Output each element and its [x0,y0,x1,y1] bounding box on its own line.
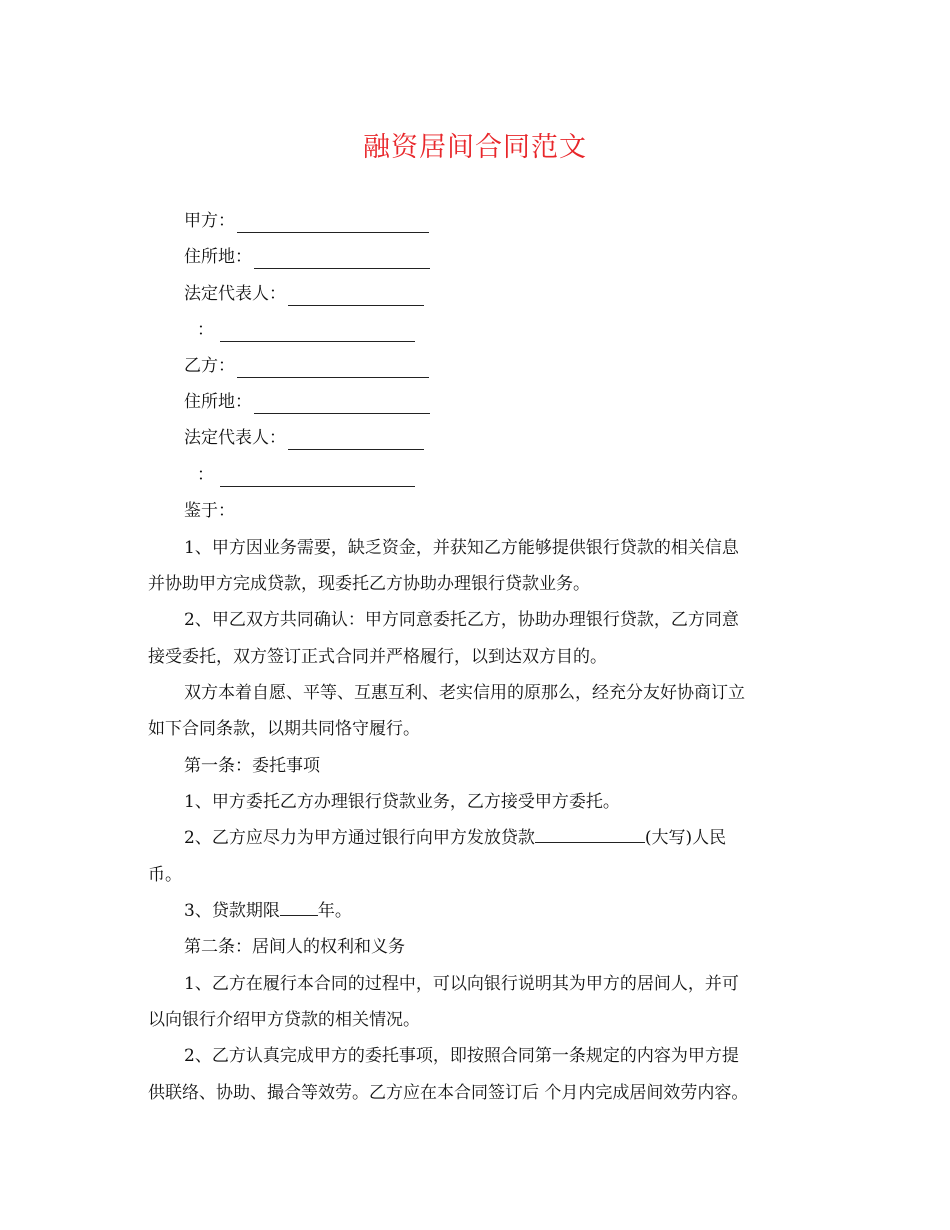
article2-item2-line1: 2、乙方认真完成甲方的委托事项，即按照合同第一条规定的内容为甲方提 [184,1046,739,1066]
principle-line1: 双方本着自愿、平等、互惠互利、老实信用的原那么，经充分友好协商订立 [184,683,745,703]
party-a-rep-blank [288,287,424,306]
article2-item2-line2: 供联络、协助、撮合等效劳。乙方应在本合同签订后 个月内完成居间效劳内容。 [148,1083,749,1103]
article1-item2-line1 [148,826,844,850]
article1-item3-prefix: 3、贷款期限 [184,901,280,921]
article1-item2-line2: 币。 [148,865,182,885]
article2-item1-line2: 以向银行介绍甲方贷款的相关情况。 [148,1010,420,1030]
party-a-extra-label: ： [197,320,214,340]
loan-amount-blank [535,826,645,843]
loan-term-blank [280,899,318,916]
party-b-address-label: 住所地： [184,392,252,412]
party-b-rep-field [184,426,424,450]
party-b-name-label: 乙方： [184,356,235,376]
principle-line2: 如下合同条款，以期共同恪守履行。 [148,719,420,739]
clause1-line1: 1、甲方因业务需要，缺乏资金，并获知乙方能够提供银行贷款的相关信息 [184,538,739,558]
party-a-name-blank [237,214,429,233]
party-a-name-label: 甲方： [184,211,235,231]
party-a-name-field [184,209,429,233]
clause2-line2: 接受委托，双方签订正式合同并严格履行，以到达双方目的。 [148,647,607,667]
party-b-address-field [184,390,430,414]
party-b-extra-blank [220,468,415,487]
party-b-extra-label: ： [197,465,214,485]
clause1-line2: 并协助甲方完成贷款，现委托乙方协助办理银行贷款业务。 [148,574,590,594]
article1-item2-suffix: (大写)人民 [644,828,727,848]
article1-item1: 1、甲方委托乙方办理银行贷款业务，乙方接受甲方委托。 [184,792,620,812]
party-a-address-blank [254,250,430,269]
article2-title: 第二条：居间人的权利和义务 [184,937,405,957]
article2-item1-line1: 1、乙方在履行本合同的过程中，可以向银行说明其为甲方的居间人，并可 [184,974,739,994]
party-b-name-blank [237,359,429,378]
party-b-address-blank [254,395,430,414]
clause2-line1: 2、甲乙双方共同确认：甲方同意委托乙方，协助办理银行贷款，乙方同意 [184,610,739,630]
whereas-heading: 鉴于： [184,501,235,521]
article1-title: 第一条：委托事项 [184,756,320,776]
article1-item3 [148,899,844,923]
party-b-rep-label: 法定代表人： [184,428,286,448]
article1-item2-prefix: 2、乙方应尽力为甲方通过银行向甲方发放贷款 [184,828,535,848]
article1-item3-suffix: 年。 [317,901,352,921]
party-a-extra-blank [220,323,415,342]
document-title: 融资居间合同范文 [363,132,587,163]
party-b-name-field [184,354,429,378]
party-a-address-field [184,245,430,269]
party-a-extra-field [197,318,415,342]
party-b-extra-field [197,463,415,487]
party-b-rep-blank [288,431,424,450]
party-a-rep-field [184,282,424,306]
party-a-rep-label: 法定代表人： [184,284,286,304]
party-a-address-label: 住所地： [184,247,252,267]
